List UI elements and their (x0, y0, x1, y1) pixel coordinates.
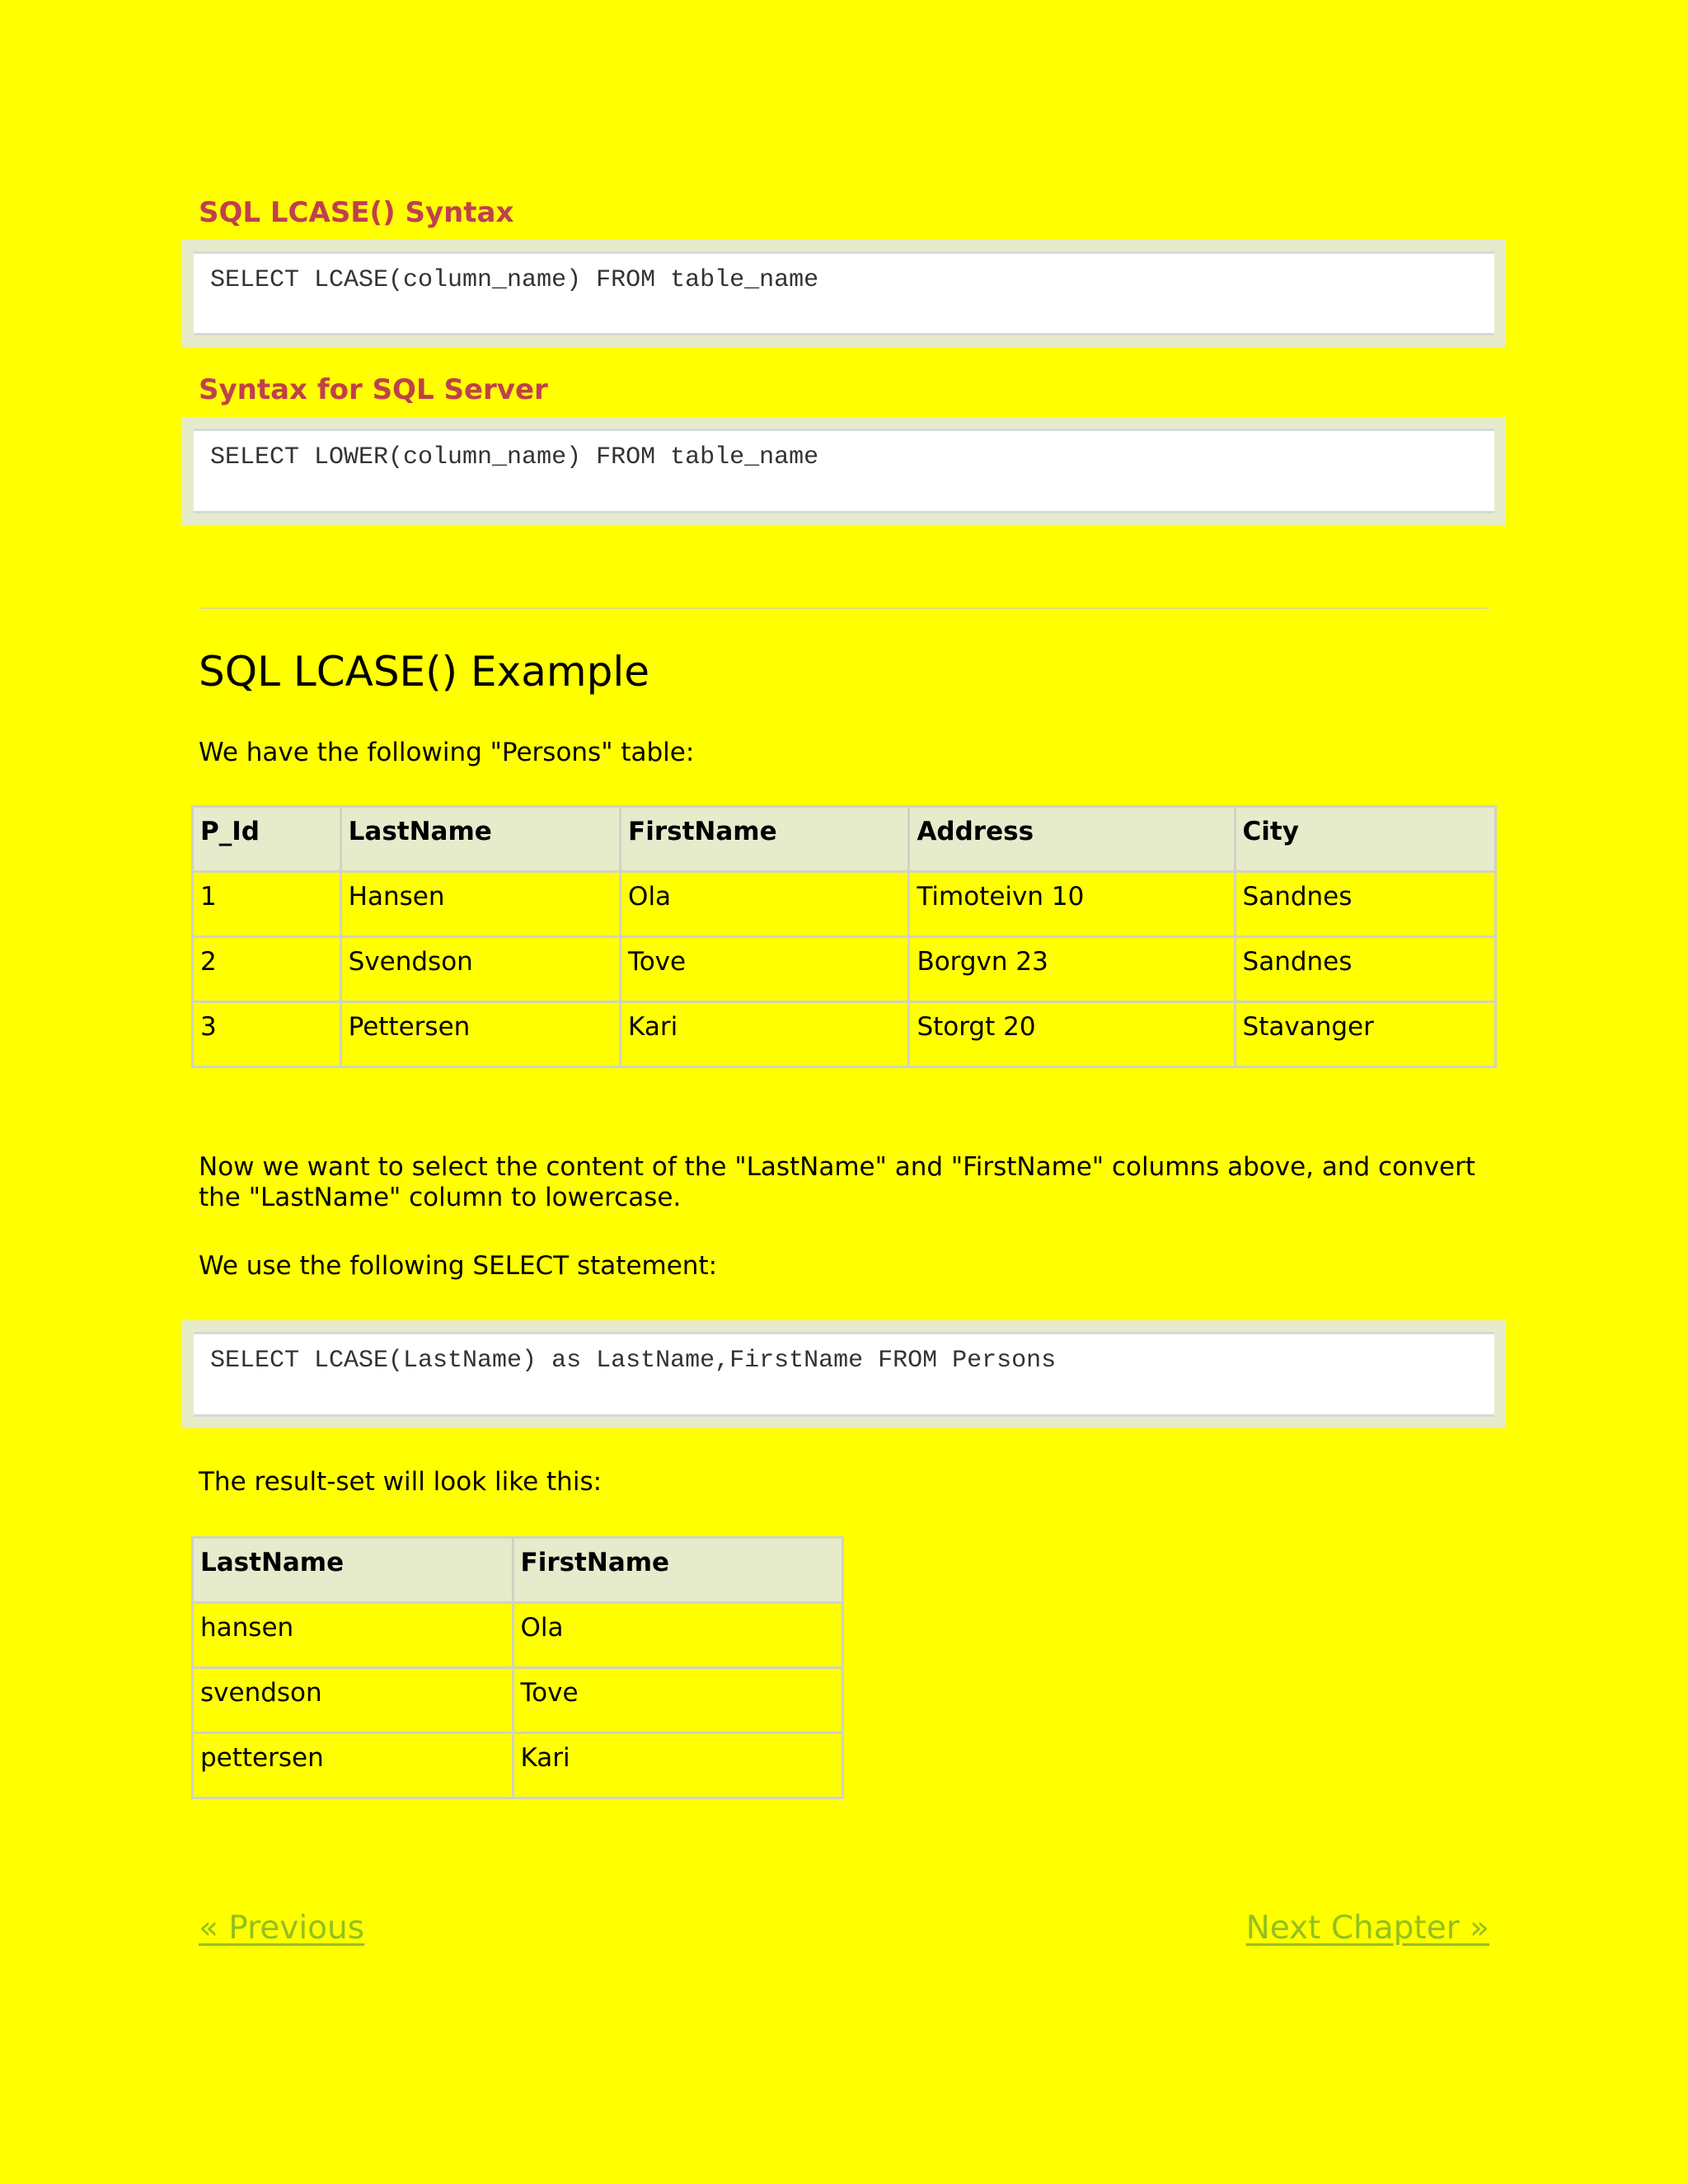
result-intro: The result-set will look like this: (199, 1467, 603, 1497)
section-divider (199, 607, 1489, 609)
table-cell: Storgt 20 (909, 1002, 1235, 1067)
table-header-row (193, 1538, 843, 1603)
example-description: Now we want to select the content of the "LastName" and "FirstName" columns above, and convert the "LastName" column to lowercase. (199, 1152, 1476, 1212)
column-header: LastName (193, 1538, 513, 1603)
table-cell: Tove (513, 1668, 842, 1733)
table-header-row (193, 807, 1496, 872)
query-code-box (182, 1320, 1506, 1428)
table-cell: 3 (193, 1002, 341, 1067)
table-row (193, 1002, 1496, 1067)
table-cell: Sandnes (1235, 872, 1495, 937)
sql-server-heading: Syntax for SQL Server (199, 373, 548, 406)
table-cell: Kari (513, 1733, 842, 1798)
table-cell: 1 (193, 872, 341, 937)
table-cell: svendson (193, 1668, 513, 1733)
result-table (191, 1536, 844, 1799)
table-cell: Timoteivn 10 (909, 872, 1235, 937)
column-header: FirstName (621, 807, 909, 872)
column-header: LastName (340, 807, 620, 872)
table-cell: Stavanger (1235, 1002, 1495, 1067)
table-row (193, 937, 1496, 1002)
syntax-code: SELECT LCASE(column_name) FROM table_name (210, 266, 819, 294)
code-panel (194, 429, 1494, 513)
column-header: Address (909, 807, 1235, 872)
sql-server-code: SELECT LOWER(column_name) FROM table_name (210, 443, 819, 471)
syntax-heading: SQL LCASE() Syntax (199, 196, 514, 229)
next-chapter-link[interactable]: Next Chapter » (1245, 1910, 1489, 1947)
column-header: FirstName (513, 1538, 842, 1603)
persons-table (191, 805, 1497, 1068)
column-header: City (1235, 807, 1495, 872)
table-cell: Svendson (340, 937, 620, 1002)
table-cell: Hansen (340, 872, 620, 937)
example-title: SQL LCASE() Example (199, 648, 649, 696)
example-intro: We have the following "Persons" table: (199, 738, 695, 767)
table-cell: pettersen (193, 1733, 513, 1798)
table-row (193, 1668, 843, 1733)
table-cell: 2 (193, 937, 341, 1002)
table-cell: Borgvn 23 (909, 937, 1235, 1002)
sql-server-code-box (182, 417, 1506, 525)
table-row (193, 872, 1496, 937)
previous-link[interactable]: « Previous (199, 1910, 365, 1947)
table-row (193, 1733, 843, 1798)
table-cell: hansen (193, 1603, 513, 1668)
table-row (193, 1603, 843, 1668)
query-code: SELECT LCASE(LastName) as LastName,FirstName FROM Persons (210, 1347, 1057, 1375)
table-cell: Ola (621, 872, 909, 937)
syntax-code-box (182, 240, 1506, 347)
code-panel (194, 1332, 1494, 1417)
table-cell: Kari (621, 1002, 909, 1067)
select-statement-intro: We use the following SELECT statement: (199, 1251, 718, 1281)
table-cell: Pettersen (340, 1002, 620, 1067)
column-header: P_Id (193, 807, 341, 872)
table-cell: Ola (513, 1603, 842, 1668)
table-cell: Sandnes (1235, 937, 1495, 1002)
table-cell: Tove (621, 937, 909, 1002)
code-panel (194, 251, 1494, 335)
